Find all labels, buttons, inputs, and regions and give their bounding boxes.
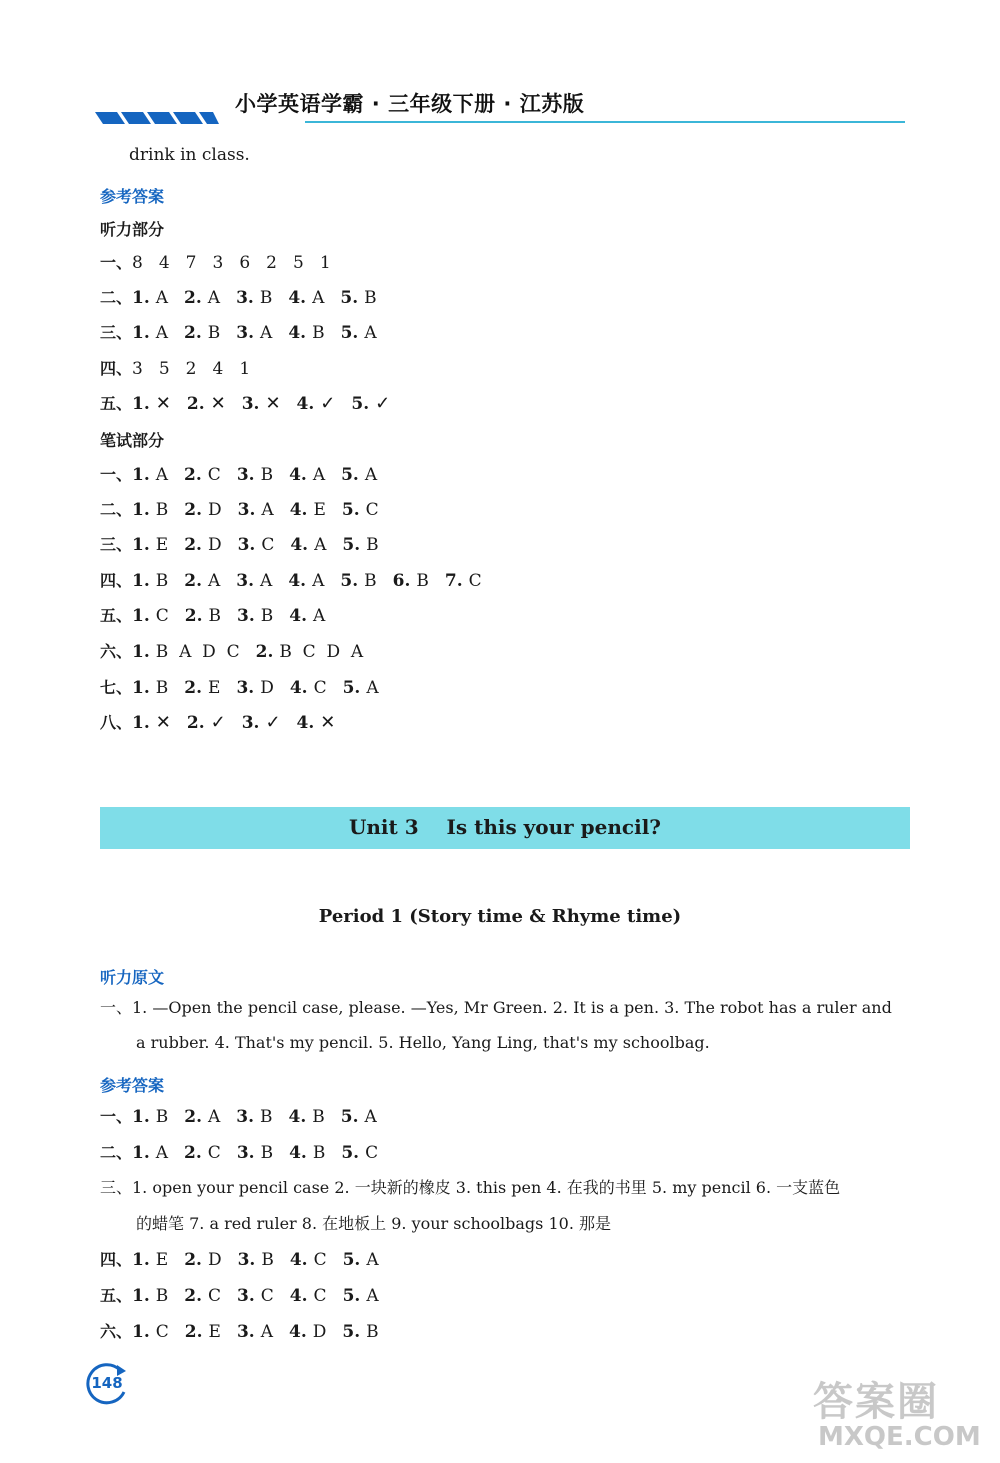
item-answer: D [260, 678, 274, 698]
row-label: 七、 [100, 678, 133, 697]
row-label: 四、 [100, 359, 133, 378]
item-number: 3. [241, 713, 260, 733]
answer-row [100, 391, 406, 414]
item-number: 2. [184, 1143, 202, 1163]
item-answer: B [207, 323, 221, 343]
item-number: 3. [237, 500, 256, 520]
listening-script-line-2: a rubber. 4. That's my pencil. 5. Hello, Yang Ling, that's my schoolbag. [136, 1033, 710, 1052]
item-answer: A [366, 678, 379, 698]
item-answer: C [365, 1143, 379, 1163]
page-header [95, 88, 905, 128]
item-number: 2. [184, 288, 202, 308]
item-number: 4. [289, 1250, 308, 1270]
page-number: 148 [91, 1374, 123, 1392]
answer-row [100, 1140, 394, 1163]
item-number: 3. [237, 535, 256, 555]
item-answer: A [364, 465, 378, 485]
item-number: 5. [340, 571, 359, 591]
watermark [793, 1370, 993, 1455]
item-answer: B [416, 571, 429, 591]
header-rule [305, 121, 905, 123]
item-answer: D [208, 500, 222, 520]
item-number: 5. [342, 1250, 361, 1270]
item-answer: 1 [239, 359, 251, 379]
check-mark-icon: ✓ [265, 712, 281, 733]
row-label: 八、 [100, 713, 133, 732]
item-number: 1. [132, 394, 150, 414]
written-section-heading: 笔试部分 [100, 431, 165, 450]
book-title: 小学英语学霸 · 三年级下册 · 江苏版 [235, 92, 585, 116]
row-label: 一、 [100, 1107, 133, 1126]
item-answer: A [312, 465, 326, 485]
answer-row-san-line-2: 的蜡笔 7. a red ruler 8. 在地板上 9. your schoolbags 10. 那是 [136, 1214, 611, 1233]
answer-row [100, 568, 498, 591]
item-number: 3. [236, 1322, 255, 1342]
item-answer: B [261, 1250, 274, 1270]
row-label: 三、 [100, 323, 133, 342]
cross-mark-icon: ✕ [265, 393, 281, 414]
continuation-text: drink in class. [129, 145, 250, 165]
row-label: 六、 [100, 1322, 133, 1341]
item-number: 2. [184, 323, 202, 343]
answer-row [100, 1104, 393, 1127]
check-mark-icon: ✓ [320, 393, 336, 414]
item-number: 4. [288, 1322, 307, 1342]
row-label: 二、 [100, 288, 133, 307]
row-label: 一、 [100, 253, 133, 272]
item-number: 3. [236, 1143, 255, 1163]
answer-row [100, 250, 347, 273]
row-label: 二、 [100, 500, 133, 519]
item-answer: 4 [158, 253, 170, 273]
item-number: 2. [184, 500, 203, 520]
listening-script-line-1: 一、1. —Open the pencil case, please. —Yes, Mr Green. 2. It is a pen. 3. The robot has a ruler and [100, 998, 892, 1017]
item-answer: B [312, 1107, 325, 1127]
item-number: 3. [236, 288, 254, 308]
item-number: 1. [132, 571, 150, 591]
item-answer: 2 [266, 253, 277, 273]
item-number: 2. [184, 1250, 202, 1270]
item-answer: C [207, 1143, 221, 1163]
item-number: 5. [342, 535, 361, 555]
item-answer: C [468, 571, 482, 591]
row-label: 二、 [100, 1143, 133, 1162]
item-answer: B [155, 1286, 169, 1306]
item-answer: A [260, 1322, 273, 1342]
item-answer: B [312, 1143, 326, 1163]
item-number: 1. [132, 1250, 150, 1270]
answer-row [100, 1319, 395, 1342]
item-answer: A [155, 1143, 169, 1163]
item-number: 1. [132, 535, 150, 555]
item-answer: E [155, 1250, 169, 1270]
item-number: 7. [444, 571, 463, 591]
item-number: 3. [236, 1107, 255, 1127]
page-number-badge [84, 1362, 130, 1408]
item-number: 5. [341, 465, 359, 485]
item-number: 1. [132, 323, 150, 343]
unit-title: Unit 3 Is this your pencil? [348, 815, 662, 839]
answer-row [100, 532, 395, 555]
item-answer: A [312, 571, 325, 591]
answer-row [100, 603, 341, 626]
row-label: 四、 [100, 571, 133, 590]
item-number: 1. [132, 1322, 150, 1342]
item-number: 3. [237, 1250, 256, 1270]
item-answer: A [155, 323, 169, 343]
row-label: 五、 [100, 1286, 133, 1305]
item-answer: C [313, 678, 327, 698]
period-title: Period 1 (Story time & Rhyme time) [318, 906, 682, 927]
item-number: 4. [289, 678, 308, 698]
item-answer: C [207, 465, 221, 485]
item-answer: 5 [292, 253, 304, 273]
item-answer: C [313, 1250, 327, 1270]
item-number: 1. [132, 1286, 150, 1306]
item-answer: 3 [132, 359, 143, 379]
item-answer: A [364, 1107, 377, 1127]
watermark-logo-text: 答案圈 [813, 1379, 939, 1425]
item-number: 4. [290, 535, 309, 555]
item-answer: E [155, 535, 169, 555]
item-answer: C [155, 606, 169, 626]
item-answer: B [260, 606, 274, 626]
item-answer: 7 [185, 253, 197, 273]
item-number: 1. [132, 713, 150, 733]
item-number: 1. [132, 500, 150, 520]
item-answer: 8 [132, 253, 143, 273]
answer-row [100, 639, 379, 662]
item-number: 4. [296, 394, 315, 414]
item-answer: 1 [319, 253, 331, 273]
item-number: 4. [296, 713, 315, 733]
item-number: 5. [342, 1286, 361, 1306]
answer-row-san-line-1: 三、1. open your pencil case 2. 一块新的橡皮 3. this pen 4. 在我的书里 5. my pencil 6. 一支蓝色 [100, 1178, 841, 1197]
answer-row [100, 285, 393, 308]
item-number: 3. [236, 465, 255, 485]
item-answer: A [366, 1286, 379, 1306]
item-answer: E [313, 500, 326, 520]
item-number: 4. [289, 1143, 307, 1163]
item-answer: A [312, 288, 325, 308]
item-number: 5. [341, 500, 360, 520]
item-number: 1. [132, 288, 150, 308]
item-answer: C [260, 1286, 274, 1306]
item-number: 1. [132, 1143, 150, 1163]
item-answer: B [366, 535, 379, 555]
item-answer: A [314, 535, 327, 555]
item-answer: A [208, 1107, 221, 1127]
item-number: 2. [184, 571, 203, 591]
item-number: 2. [184, 1286, 203, 1306]
item-answer: 6 [239, 253, 251, 273]
item-answer: B [364, 571, 377, 591]
item-number: 1. [132, 678, 150, 698]
item-answer: E [208, 1322, 221, 1342]
item-number: 2. [186, 713, 205, 733]
header-stripes-decoration [95, 110, 220, 126]
item-number: 5. [341, 1143, 360, 1163]
item-number: 1. [132, 606, 150, 626]
item-number: 2. [184, 1322, 203, 1342]
item-number: 3. [236, 571, 255, 591]
item-number: 1. [132, 465, 150, 485]
item-number: 1. [132, 1107, 150, 1127]
item-number: 4. [289, 500, 308, 520]
item-answer: A [155, 288, 169, 308]
item-number: 3. [241, 394, 260, 414]
cross-mark-icon: ✕ [155, 393, 171, 414]
item-number: 3. [236, 323, 255, 343]
item-answer: B [155, 571, 169, 591]
answer-row [100, 497, 395, 520]
item-answer: C [365, 500, 379, 520]
row-label: 六、 [100, 642, 133, 661]
answer-key-heading: 参考答案 [100, 187, 165, 206]
item-answer: E [208, 678, 221, 698]
item-answer: A [261, 500, 274, 520]
cross-mark-icon: ✕ [210, 393, 226, 414]
answer-row [100, 356, 266, 379]
item-answer: C [261, 535, 275, 555]
item-answer: B [155, 678, 169, 698]
item-number: 3. [237, 1286, 255, 1306]
item-answer: A [155, 465, 169, 485]
item-answer: 3 [212, 253, 224, 273]
item-number: 4. [288, 1107, 307, 1127]
answer-row [100, 320, 393, 343]
listening-script-heading: 听力原文 [100, 968, 165, 987]
item-answer: B [366, 1322, 379, 1342]
item-number: 5. [351, 394, 370, 414]
item-number: 2. [186, 394, 205, 414]
item-number: 2. [184, 678, 203, 698]
item-number: 2. [184, 535, 202, 555]
item-number: 6. [392, 571, 411, 591]
item-number: 5. [342, 1322, 361, 1342]
item-number: 3. [236, 678, 255, 698]
item-number: 2. [255, 642, 274, 662]
row-label: 三、 [100, 535, 133, 554]
item-answer: 4 [212, 359, 224, 379]
item-number: 4. [289, 606, 308, 626]
answer-row [100, 710, 351, 733]
item-answer: B [364, 288, 377, 308]
item-number: 1. [132, 642, 150, 662]
item-answer: A [313, 606, 326, 626]
item-number: 4. [288, 323, 307, 343]
item-answer: C [208, 1286, 222, 1306]
item-number: 5. [340, 1107, 359, 1127]
item-answer: A [260, 571, 273, 591]
check-mark-icon: ✓ [375, 393, 391, 414]
item-answer: D [207, 1250, 222, 1270]
item-answer: A [364, 323, 377, 343]
item-answer: B [155, 1107, 169, 1127]
item-answer: A [260, 323, 273, 343]
answer-row [100, 462, 393, 485]
item-answer: 2 [185, 359, 197, 379]
item-number: 4. [289, 1286, 308, 1306]
answer-row [100, 675, 395, 698]
answer-row [100, 1283, 395, 1306]
item-answer: D [312, 1322, 327, 1342]
row-label: 五、 [100, 394, 133, 413]
cross-mark-icon: ✕ [155, 712, 171, 733]
item-answer: A [207, 288, 221, 308]
item-answer: C [155, 1322, 169, 1342]
check-mark-icon: ✓ [210, 712, 226, 733]
item-answer: D [207, 535, 222, 555]
item-answer: 5 [158, 359, 170, 379]
item-answer: A [366, 1250, 379, 1270]
item-number: 4. [289, 465, 307, 485]
item-answer: B [155, 500, 169, 520]
answer-key-heading-2: 参考答案 [100, 1076, 165, 1095]
item-number: 3. [237, 606, 255, 626]
item-number: 2. [184, 606, 203, 626]
item-answer: B [208, 606, 222, 626]
item-answer: C [313, 1286, 327, 1306]
item-number: 4. [288, 571, 307, 591]
item-answer: B C D A [279, 642, 364, 662]
item-answer: B [259, 288, 273, 308]
item-number: 4. [288, 288, 307, 308]
item-number: 2. [184, 1107, 203, 1127]
item-answer: B [312, 323, 325, 343]
item-number: 5. [340, 288, 359, 308]
listening-section-heading: 听力部分 [100, 220, 165, 239]
item-answer: B [260, 1107, 273, 1127]
item-answer: A [208, 571, 221, 591]
answer-row [100, 1247, 395, 1270]
item-answer: B A D C [155, 642, 240, 662]
item-number: 5. [340, 323, 359, 343]
item-number: 2. [184, 465, 202, 485]
row-label: 四、 [100, 1250, 133, 1269]
item-answer: B [260, 1143, 274, 1163]
cross-mark-icon: ✕ [320, 712, 336, 733]
row-label: 五、 [100, 606, 133, 625]
row-label: 一、 [100, 465, 133, 484]
unit-banner [100, 807, 910, 849]
item-answer: B [260, 465, 274, 485]
watermark-url: MXQE.COM [818, 1422, 981, 1452]
item-number: 5. [342, 678, 361, 698]
